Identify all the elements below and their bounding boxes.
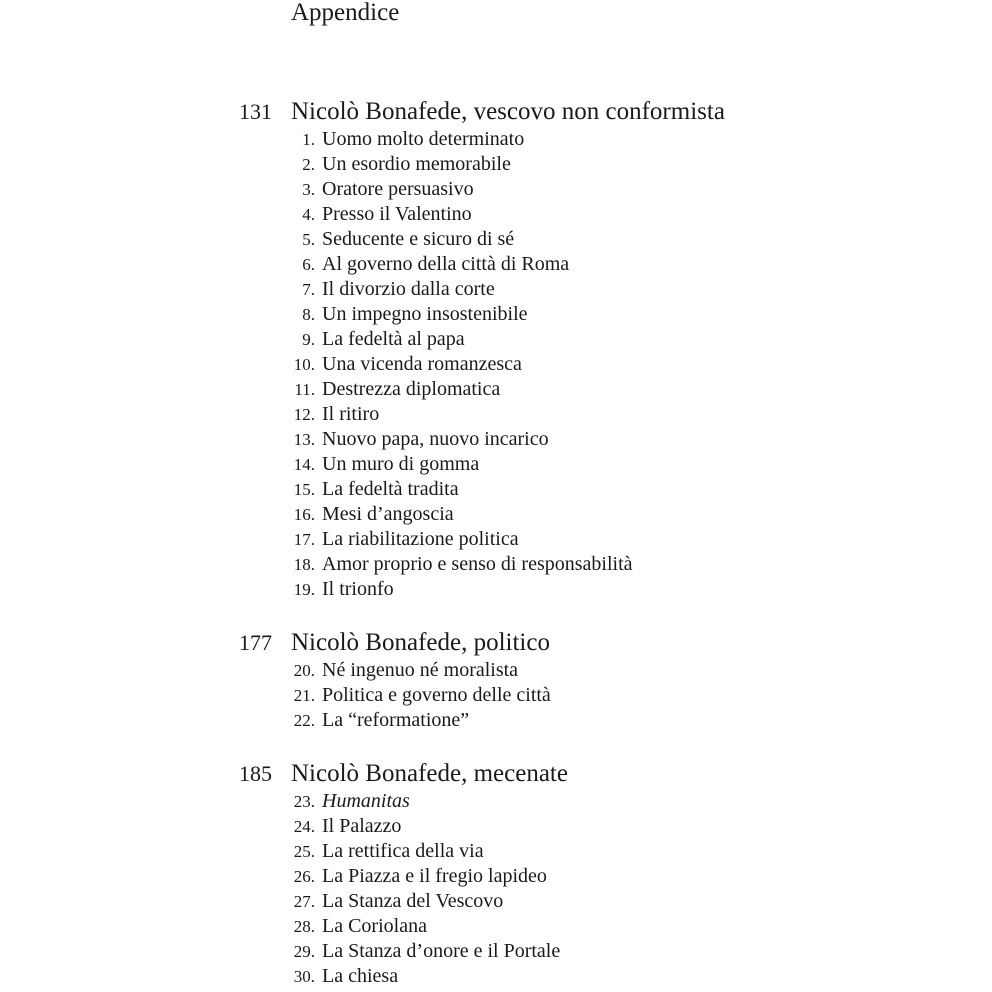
chapter-title: Amor proprio e senso di responsabilità (322, 553, 633, 575)
chapter-item (0, 302, 992, 327)
page-heading: Appendice (291, 0, 400, 26)
chapter-number: 26. (293, 867, 315, 886)
chapter-title: La Stanza del Vescovo (322, 890, 504, 912)
chapter-title: La fedeltà al papa (322, 328, 465, 350)
chapter-title: Un muro di gomma (322, 453, 480, 475)
section-header (0, 94, 992, 130)
chapter-title: Una vicenda romanzesca (322, 353, 522, 375)
section-title: Nicolò Bonafede, mecenate (291, 760, 568, 787)
chapter-title: Il divorzio dalla corte (322, 278, 495, 300)
chapter-number: 10. (293, 355, 315, 374)
chapter-item (0, 939, 992, 964)
chapter-title: Humanitas (322, 790, 410, 812)
chapter-item (0, 427, 992, 452)
chapter-number: 17. (293, 530, 315, 549)
chapter-list (0, 127, 992, 602)
chapter-number: 8. (302, 305, 315, 324)
chapter-number: 12. (293, 405, 315, 424)
chapter-number: 3. (302, 180, 315, 199)
chapter-number: 30. (293, 967, 315, 986)
chapter-number: 25. (293, 842, 315, 861)
chapter-item (0, 152, 992, 177)
section-header (0, 625, 992, 661)
chapter-item (0, 502, 992, 527)
chapter-title: La chiesa (322, 965, 399, 987)
chapter-title: Il ritiro (322, 403, 380, 425)
chapter-title: La rettifica della via (322, 840, 484, 862)
chapter-number: 2. (302, 155, 315, 174)
chapter-number: 15. (293, 480, 315, 499)
chapter-number: 19. (293, 580, 315, 599)
chapter-item (0, 177, 992, 202)
chapter-item (0, 839, 992, 864)
chapter-number: 13. (293, 430, 315, 449)
chapter-item (0, 477, 992, 502)
toc-section (0, 94, 992, 602)
chapter-list (0, 789, 992, 989)
chapter-number: 20. (293, 661, 315, 680)
chapter-number: 11. (294, 380, 315, 399)
chapter-number: 4. (302, 205, 315, 224)
chapter-item (0, 252, 992, 277)
chapter-item (0, 202, 992, 227)
chapter-number: 16. (293, 505, 315, 524)
chapter-item (0, 277, 992, 302)
chapter-title: Uomo molto determinato (322, 128, 525, 150)
chapter-title: Al governo della città di Roma (322, 253, 570, 275)
chapter-number: 27. (293, 892, 315, 911)
chapter-item (0, 352, 992, 377)
chapter-number: 1. (302, 130, 315, 149)
toc-section (0, 756, 992, 989)
chapter-title: Mesi d’angoscia (322, 503, 454, 525)
section-title: Nicolò Bonafede, vescovo non conformista (291, 98, 725, 125)
chapter-item (0, 914, 992, 939)
chapter-number: 9. (302, 330, 315, 349)
chapter-title: La “reformatione” (322, 709, 470, 731)
chapter-title: Nuovo papa, nuovo incarico (322, 428, 549, 450)
section-page-number: 177 (239, 630, 272, 655)
chapter-item (0, 127, 992, 152)
section-header (0, 756, 992, 792)
chapter-number: 24. (293, 817, 315, 836)
chapter-number: 21. (293, 686, 315, 705)
chapter-number: 6. (302, 255, 315, 274)
section-title: Nicolò Bonafede, politico (291, 629, 550, 656)
chapter-title: Un impegno insostenibile (322, 303, 528, 325)
chapter-title: La Coriolana (322, 915, 427, 937)
chapter-item (0, 577, 992, 602)
chapter-list (0, 658, 992, 733)
chapter-item (0, 552, 992, 577)
chapter-title: Destrezza diplomatica (322, 378, 501, 400)
chapter-title: Presso il Valentino (322, 203, 472, 225)
chapter-number: 23. (293, 792, 315, 811)
chapter-item (0, 964, 992, 989)
chapter-title: Politica e governo delle città (322, 684, 551, 706)
chapter-title: La Piazza e il fregio lapideo (322, 865, 547, 887)
chapter-item (0, 864, 992, 889)
chapter-item (0, 658, 992, 683)
chapter-title: Oratore persuasivo (322, 178, 474, 200)
chapter-title: Né ingenuo né moralista (322, 659, 519, 681)
section-page-number: 185 (239, 761, 272, 786)
chapter-title: Un esordio memorabile (322, 153, 511, 175)
chapter-item (0, 789, 992, 814)
chapter-number: 7. (302, 280, 315, 299)
chapter-item (0, 889, 992, 914)
section-page-number: 131 (239, 99, 272, 124)
chapter-title: La riabilitazione politica (322, 528, 519, 550)
chapter-item (0, 402, 992, 427)
chapter-title: La Stanza d’onore e il Portale (322, 940, 561, 962)
chapter-item (0, 814, 992, 839)
chapter-item (0, 377, 992, 402)
chapter-item (0, 708, 992, 733)
chapter-item (0, 227, 992, 252)
chapter-item (0, 327, 992, 352)
chapter-number: 28. (293, 917, 315, 936)
chapter-title: Il trionfo (322, 578, 394, 600)
chapter-item (0, 452, 992, 477)
toc-section (0, 625, 992, 733)
chapter-item (0, 527, 992, 552)
chapter-number: 22. (293, 711, 315, 730)
chapter-title: La fedeltà tradita (322, 478, 459, 500)
chapter-title: Seducente e sicuro di sé (322, 228, 515, 250)
chapter-number: 29. (293, 942, 315, 961)
chapter-number: 18. (293, 555, 315, 574)
chapter-title: Il Palazzo (322, 815, 402, 837)
chapter-item (0, 683, 992, 708)
chapter-number: 14. (293, 455, 315, 474)
chapter-number: 5. (302, 230, 315, 249)
